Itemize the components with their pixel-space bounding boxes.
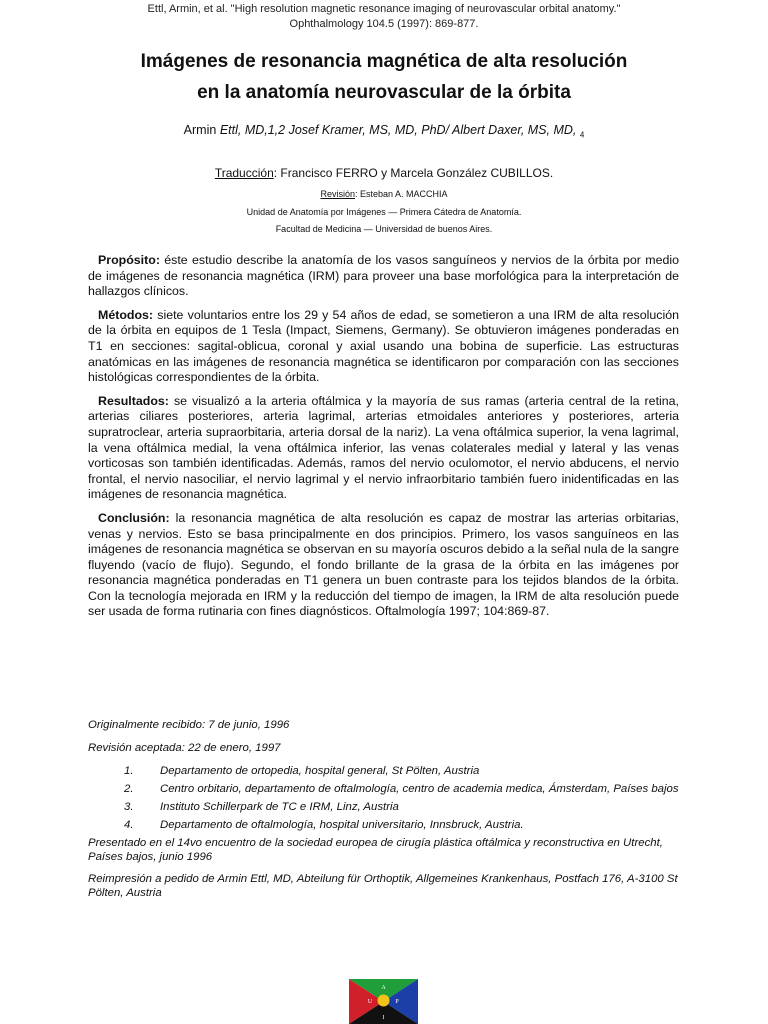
revision-credit [0,189,768,199]
affiliation-item [88,818,679,832]
affiliation-number: 2. [124,783,134,795]
author-first-name: Armin [183,123,217,137]
logo-letter-a: A [381,985,386,991]
conclusion-text: la resonancia magnética de alta resolución es capaz de mostrar las arterias orbitarias, venas y nervios. Esto se basa principalmente en dos principios. Primero, los vasos sanguíneos en las imágenes de resonancia magnética se observan en su mayoría oscuros debido a la señal nula de la sangre fluyendo (vacío de flujo). Segundo, el fondo brillante de la grasa de la órbita en las imágenes por resonancia magnética ponderadas en T1 genera un buen contraste para los tejidos blandos de la órbita. Con la tecnología mejorada en IRM y la reducción del tiempo de imagen, la IRM de alta resolución puede ser usada de forma rutinaria con fines diagnósticos. Oftalmología 1997; 104:869-87. [88,510,679,619]
abstract-purpose [88,253,679,300]
conclusion-label: Conclusión: [98,510,170,525]
revision-name: : Esteban A. MACCHIA [354,189,448,199]
affiliation-text: Centro orbitario, departamento de oftalmología, centro de academia medica, Ámsterdam, Países bajos [160,783,679,795]
results-text: se visualizó a la arteria oftálmica y la mayoría de sus ramas (arteria central de la retina, arterias ciliares posteriores, arteria lagrimal, arterias etmoidales anteriores y posteriores, arteria supratroclear, arteria supraorbitaria, arteria dorsal de la nariz). La vena oftálmica superior, la vena lagrimal, la vena oftálmica medial, la vena oftálmica inferior, las venas colaterales medial y lateral y las venas vorticosas son también identificadas. Además, ramos del nervio oculomotor, el nervio abducens, el nervio frontal, el nervio nasociliar, el nervio lagrimal y el nervio infraorbitario también fuero inidentificadas en las imágenes de resonancia magnética. [88,393,679,502]
methods-label: Métodos: [98,307,154,322]
authors-line [0,123,768,140]
affiliation-text: Departamento de ortopedia, hospital general, St Pölten, Austria [160,765,480,777]
accepted-date: Revisión aceptada: 22 de enero, 1997 [88,742,281,754]
purpose-text: éste estudio describe la anatomía de los vasos sanguíneos y nervios de la órbita por medio de imágenes de resonancia magnética (IRM) para proveer una base morfológica para la interpretación de hallazgos clínicos. [88,253,679,299]
author-list: Ettl, MD,1,2 Josef Kramer, MS, MD, PhD/ Albert Daxer, MS, MD, [219,123,577,137]
page-title [0,46,768,108]
abstract-conclusion [88,511,679,620]
citation-line-1: Ettl, Armin, et al. "High resolution magnetic resonance imaging of neurovascular orbital anatomy." [147,3,621,15]
reprint-note: Reimpresión a pedido de Armin Ettl, MD, Abteilung für Orthoptik, Allgemeines Krankenhaus, Postfach 176, A-3100 St Pölten, Austria [88,873,678,899]
translation-credit [0,166,768,180]
affiliation-list [88,764,679,832]
received-date: Originalmente recibido: 7 de junio, 1996 [88,719,290,731]
logo-letter-i: I [382,1015,385,1021]
footnotes [88,718,679,900]
presented-note: Presentado en el 14vo encuentro de la sociedad europea de cirugía plástica oftálmica y reconstructiva en Utrecht, Países bajos, junio 1996 [88,837,663,863]
abstract [88,253,679,628]
translation-names: : Francisco FERRO y Marcela González CUBILLOS. [273,166,554,180]
author-affiliation-mark: 4 [579,130,585,140]
affiliation-item [88,764,679,778]
affiliation-number: 4. [124,819,134,831]
affiliation-number: 3. [124,801,134,813]
affiliation-number: 1. [124,765,134,777]
title-line-1: Imágenes de resonancia magnética de alta resolución [140,51,628,72]
affiliation-text: Instituto Schillerpark de TC e IRM, Linz, Austria [160,801,399,813]
logo-letter-p: P [395,999,399,1005]
revision-label: Revisión [320,189,355,199]
citation-header [0,2,768,32]
purpose-label: Propósito: [98,253,160,267]
title-line-2: en la anatomía neurovascular de la órbita [197,82,571,103]
unit-line: Unidad de Anatomía por Imágenes — Primera Cátedra de Anatomía. [246,207,522,217]
abstract-results [88,394,679,503]
citation-line-2: Ophthalmology 104.5 (1997): 869-877. [289,18,479,30]
abstract-methods [88,308,679,386]
results-label: Resultados: [98,393,169,408]
translation-label: Traducción [214,166,274,180]
affiliation-text: Departamento de oftalmología, hospital universitario, Innsbruck, Austria. [160,819,524,831]
affiliation-item [88,800,679,814]
logo-letter-u: U [367,999,373,1005]
university-logo-icon [349,979,418,1024]
faculty-line: Facultad de Medicina — Universidad de buenos Aires. [275,224,493,234]
logo-center-circle [378,995,390,1007]
methods-text: siete voluntarios entre los 29 y 54 años de edad, se sometieron a una IRM de alta resolución de la órbita en equipos de 1 Tesla (Impact, Siemens, Germany). Se obtuvieron imágenes ponderadas en T1 en secciones: sagital-oblicua, coronal y axial usando una bobina de superficie. Las estructuras anatómicas en las imágenes de resonancia magnética se identificaron por comparación con las secciones histológicas correspondientes de la órbita. [88,307,679,385]
affiliation-item [88,782,679,796]
